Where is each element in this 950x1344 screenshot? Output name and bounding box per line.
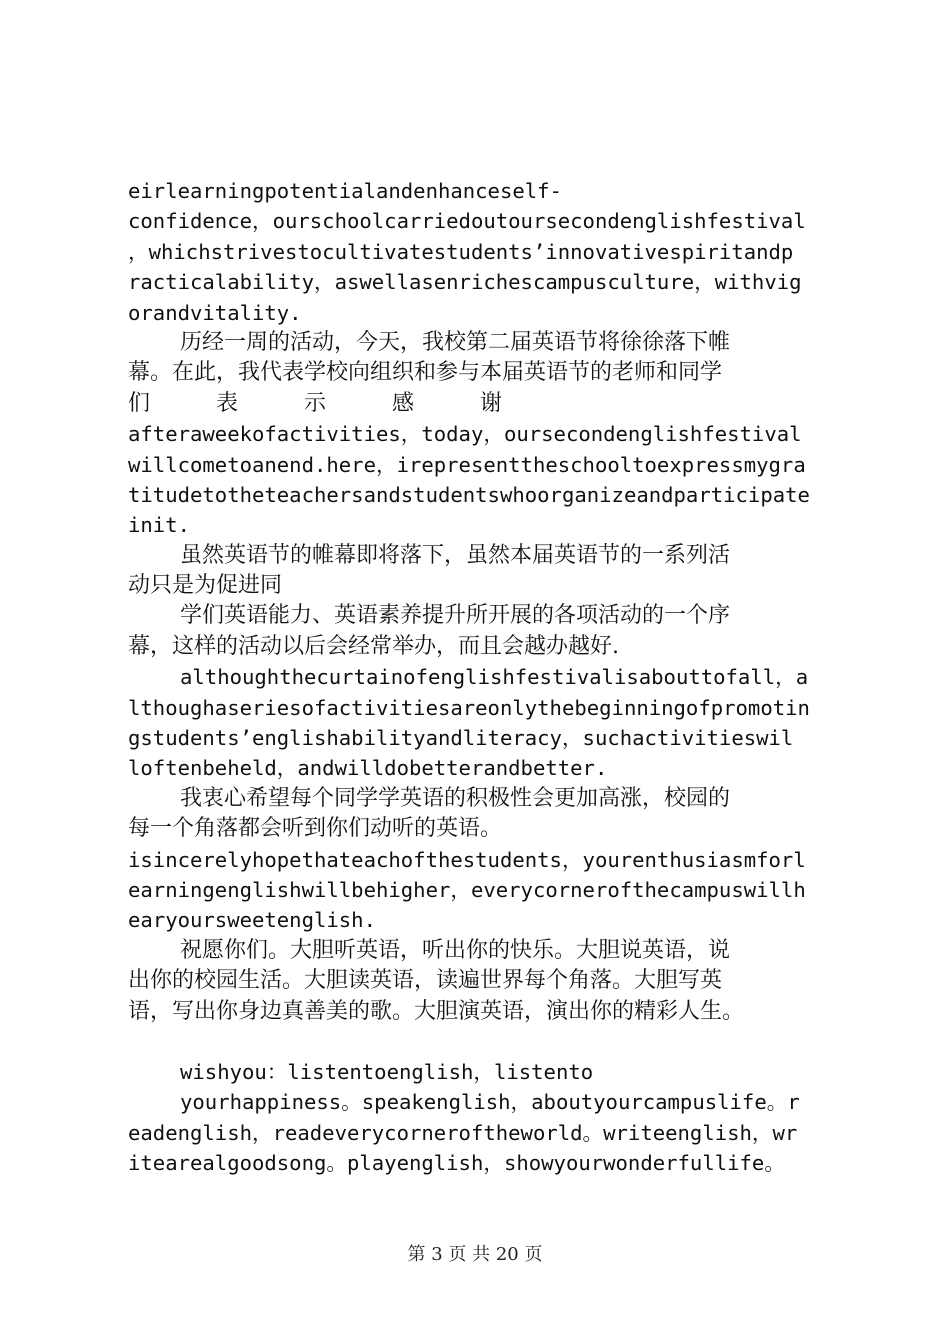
text-line: yourhappiness。speakenglish，aboutyourcampuslife。r (180, 1090, 800, 1115)
text-line: 出你的校园生活。大胆读英语，读遍世界每个角落。大胆写英 (128, 968, 723, 994)
text-line: earyoursweetenglish. (128, 908, 376, 933)
text-line: confidence，ourschoolcarriedoutoursecondenglishfestival (128, 209, 806, 234)
text-line: titudetotheteachersandstudentswhoorganizeandparticipate (128, 482, 810, 507)
text-line: 虽然英语节的帷幕即将落下，虽然本届英语节的一系列活 (180, 542, 731, 568)
page-number-footer: 第 3 页 共 20 页 (407, 1244, 543, 1265)
text-line: lthoughaseriesofactivitiesareonlythebeginningofpromotin (128, 695, 810, 720)
paragraph-gap (128, 1027, 834, 1057)
text-line: 祝愿你们。大胆听英语，听出你的快乐。大胆说英语，说 (180, 937, 731, 963)
text-line: 幕。在此，我代表学校向组织和参与本届英语节的老师和同学 (128, 360, 723, 386)
text-line: 动只是为促进同 (128, 573, 283, 599)
text-line: racticalability，aswellasenrichescampusculture，withvig (128, 270, 802, 295)
text-line: 我衷心希望每个同学学英语的积极性会更加高涨，校园的 (180, 785, 731, 811)
text-line: eadenglish，readeverycorneroftheworld。writeenglish，wr (128, 1120, 798, 1145)
document-body (128, 176, 834, 1179)
text-line: wishyou：listentoenglish，listento (180, 1059, 594, 1084)
text-line: willcometoanend.here，irepresenttheschooltoexpressmygra (128, 452, 806, 477)
text-line: eirlearningpotentialandenhanceself- (128, 179, 562, 203)
text-line: gstudents’englishabilityandliteracy，suchactivitieswil (128, 726, 794, 751)
text-line: earningenglishwillbehigher，everycornerofthecampuswillh (128, 877, 806, 902)
text-line: althoughthecurtainofenglishfestivalisabouttofall，a (180, 665, 809, 690)
text-line: isincerelyhopethateachofthestudents，yourenthusiasmforl (128, 847, 806, 872)
text-line: 每一个角落都会听到你们动听的英语。 (128, 816, 503, 842)
text-line: 们 表 示 感 谢 (128, 390, 503, 416)
text-line: orandvitality. (128, 300, 302, 325)
text-line: init. (128, 513, 190, 538)
text-line: itearealgoodsong。playenglish，showyourwonderfullife。 (128, 1151, 785, 1176)
text-line: ，whichstrivestocultivatestudents’innovativespiritandp (128, 239, 794, 264)
text-line: 学们英语能力、英语素养提升所开展的各项活动的一个序 (180, 603, 731, 629)
text-line: 历经一周的活动，今天，我校第二届英语节将徐徐落下帷 (180, 329, 731, 355)
text-line: 幕，这样的活动以后会经常举办，而且会越办越好. (128, 633, 619, 659)
text-line: 语，写出你身边真善美的歌。大胆演英语，演出你的精彩人生。 (128, 998, 745, 1024)
text-line: loftenbeheld，andwilldobetterandbetter. (128, 756, 608, 781)
text-line: afteraweekofactivities，today，oursecondenglishfestival (128, 422, 802, 447)
